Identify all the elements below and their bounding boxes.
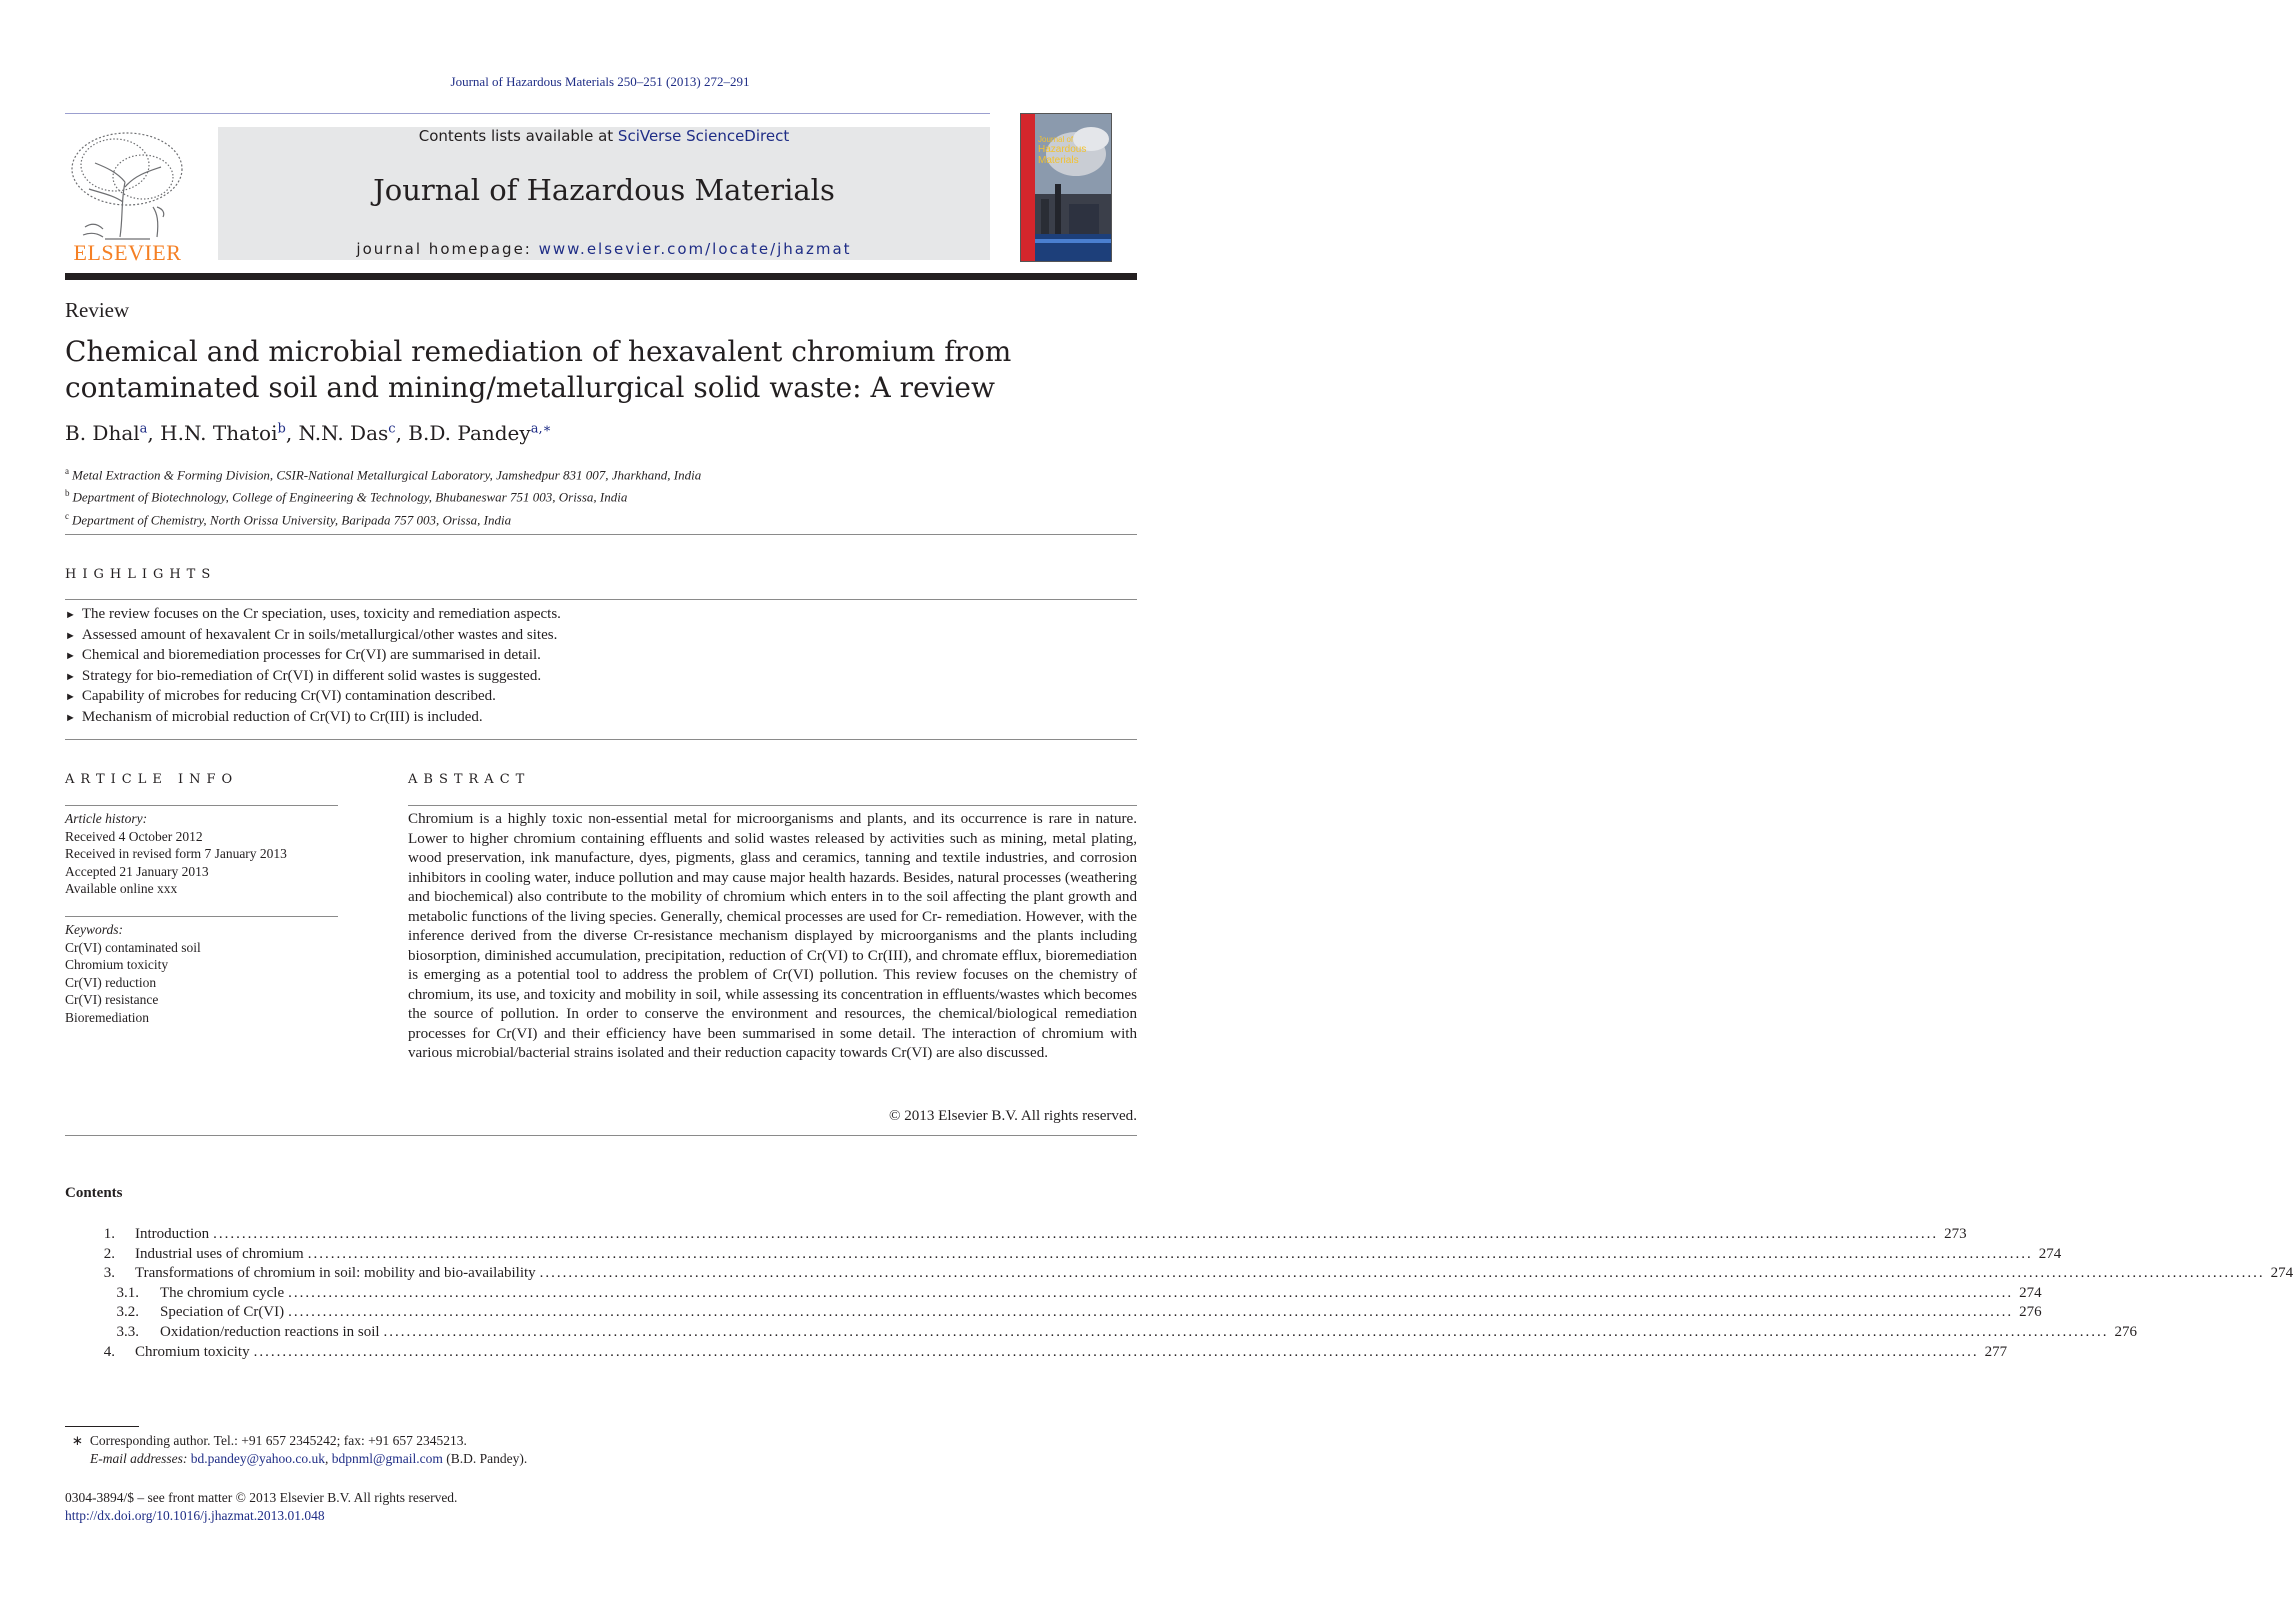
- keyword-item: Cr(VI) contaminated soil: [65, 939, 201, 955]
- article-info-rule: [65, 805, 338, 806]
- affiliation-text: Metal Extraction & Forming Division, CSIR-National Metallurgical Laboratory, Jamshedpur 831 007, Jharkhand, India: [72, 467, 702, 483]
- email-link[interactable]: bd.pandey@yahoo.co.uk: [190, 1451, 326, 1466]
- highlight-item: [65, 626, 561, 647]
- masthead-thick-rule: [65, 273, 1137, 280]
- triangle-bullet-icon: ►: [65, 691, 76, 704]
- affiliation-marker[interactable]: b: [277, 421, 286, 437]
- affiliation-sup: c: [65, 510, 69, 521]
- highlight-item: [65, 687, 561, 708]
- cover-title-line3: Materials: [1038, 155, 1079, 166]
- highlights-list: [65, 605, 561, 729]
- author-name[interactable]: H.N. Thatoi: [160, 421, 278, 445]
- journal-masthead: [218, 127, 990, 260]
- issn-line: 0304-3894/$ – see front matter © 2013 Elsevier B.V. All rights reserved.: [65, 1490, 458, 1505]
- toc-number: 2.: [103, 1245, 115, 1262]
- highlight-item: [65, 708, 561, 729]
- toc-entry[interactable]: [65, 1323, 2138, 1343]
- keywords-rule: [65, 916, 338, 917]
- triangle-bullet-icon: ►: [65, 711, 76, 724]
- history-item: Received 4 October 2012: [65, 828, 203, 844]
- doi-link[interactable]: http://dx.doi.org/10.1016/j.jhazmat.2013.01.048: [65, 1508, 325, 1523]
- toc-leader-dots: ............................................................................................................................................................................................................................................................................................................: [288, 1284, 2014, 1301]
- cover-title-line2: Hazardous: [1038, 144, 1087, 155]
- section-divider: [65, 739, 1137, 740]
- highlight-text: Capability of microbes for reducing Cr(VI) contamination described.: [81, 688, 496, 705]
- toc-number: 3.: [103, 1265, 115, 1282]
- affiliation-item: [65, 507, 701, 529]
- abstract-text: Chromium is a highly toxic non-essential metal for microorganisms and plants, and its occurrence is rare in nature. Lower to higher chromium containing effluents and solid wastes released by activities such as mining, metal plating, wood preservation, ink manufacture, dyes, pigments, glass and ceramics, tanning and textile industries, and corrosion inhibitors in cooling water, induce pollution and may cause major health hazards. Besides, natural processes (weathering and biochemical) also contribute to the mobility of chromium which enters in to the soil affecting the plant growth and metabolic functions of the living species. Generally, chemical processes are used for Cr- remediation. However, with the inference derived from the diverse Cr-resistance mechanism displayed by microorganisms and the plants including biosorption, diminished accumulation, precipitation, reduction of Cr(VI) to Cr(III), and chromate efflux, bioremediation is emerging as a potential tool to address the problem of Cr(VI) pollution. This review focuses on the chemistry of chromium, its use, and toxicity and mobility in soil, while assessing its concentration in effluents/wastes which becomes the source of pollution. In order to conserve the environment and resources, the chemical/biological remediation processes for Cr(VI) and their efficiency have been summarised in some detail. The interaction of chromium with various microbial/bacterial strains isolated and their reduction capacity towards Cr(VI) are also discussed.: [408, 811, 1137, 1061]
- toc-title[interactable]: Introduction: [135, 1226, 210, 1242]
- toc-title[interactable]: Speciation of Cr(VI): [160, 1304, 285, 1321]
- author-name[interactable]: B. Dhal: [65, 421, 140, 445]
- highlight-text: Chemical and bioremediation processes for Cr(VI) are summarised in detail.: [81, 647, 541, 664]
- toc-number: 3.2.: [116, 1304, 139, 1321]
- triangle-bullet-icon: ►: [65, 629, 76, 642]
- toc-number: 3.1.: [116, 1284, 139, 1301]
- article-info-heading: ARTICLE INFO: [65, 772, 239, 787]
- contents-availability: [218, 127, 990, 145]
- toc-title[interactable]: The chromium cycle: [160, 1284, 285, 1301]
- affiliation-item: [65, 462, 701, 484]
- footnote-rule: [65, 1426, 139, 1427]
- highlight-text: Mechanism of microbial reduction of Cr(VI) to Cr(III) is included.: [81, 708, 483, 725]
- abstract-copyright: © 2013 Elsevier B.V. All rights reserved.: [888, 1108, 1137, 1124]
- affiliation-marker[interactable]: a: [139, 421, 148, 437]
- journal-reference[interactable]: Journal of Hazardous Materials 250–251 (2013) 272–291: [450, 74, 750, 89]
- header-rule: [65, 113, 990, 114]
- toc-number: 1.: [103, 1226, 115, 1242]
- cover-title-line1: Journal of: [1038, 135, 1074, 144]
- journal-cover-thumbnail[interactable]: [1020, 113, 1112, 262]
- toc-title[interactable]: Oxidation/reduction reactions in soil: [160, 1323, 380, 1340]
- toc-leader-dots: ............................................................................................................................................................................................................................................................................................................: [383, 1323, 2109, 1340]
- toc-title[interactable]: Chromium toxicity: [135, 1343, 250, 1360]
- email-link[interactable]: bdpnml@gmail.com: [331, 1451, 443, 1466]
- affiliation-marker[interactable]: c: [388, 421, 396, 437]
- front-matter-block: [65, 1489, 457, 1525]
- toc-page[interactable]: 276: [2114, 1323, 2138, 1340]
- toc-leader-dots: ............................................................................................................................................................................................................................................................................................................: [213, 1226, 1939, 1242]
- affiliation-text: Department of Chemistry, North Orissa University, Baripada 757 003, Orissa, India: [72, 511, 512, 527]
- journal-name: Journal of Hazardous Materials: [373, 173, 835, 207]
- toc-title[interactable]: Industrial uses of chromium: [135, 1245, 304, 1262]
- toc-entry[interactable]: [65, 1284, 2042, 1304]
- toc-leader-dots: ............................................................................................................................................................................................................................................................................................................: [539, 1265, 2265, 1282]
- keyword-item: Cr(VI) resistance: [65, 992, 159, 1007]
- toc-page[interactable]: 274: [2038, 1245, 2062, 1262]
- email-suffix: (B.D. Pandey).: [446, 1451, 528, 1466]
- section-divider: [65, 534, 1137, 535]
- abstract-rule: [408, 805, 1137, 806]
- keyword-item: Chromium toxicity: [65, 957, 169, 972]
- footnote-marker: ∗: [71, 1433, 84, 1448]
- affiliation-sup: b: [65, 488, 70, 499]
- toc-entry[interactable]: [65, 1225, 1967, 1245]
- highlight-item: [65, 646, 561, 667]
- highlight-item: [65, 667, 561, 688]
- author-name[interactable]: N.N. Das: [298, 421, 389, 445]
- affiliation-sup: a: [65, 466, 69, 476]
- toc-page[interactable]: 277: [1984, 1343, 2008, 1360]
- toc-entry[interactable]: [65, 1264, 2293, 1284]
- corresponding-author-footnote: [65, 1432, 527, 1468]
- highlights-heading: HIGHLIGHTS: [65, 567, 217, 582]
- article-type: Review: [65, 298, 130, 322]
- homepage-prefix: journal homepage:: [356, 240, 539, 258]
- elsevier-wordmark[interactable]: ELSEVIER: [73, 240, 182, 265]
- triangle-bullet-icon: ►: [65, 650, 76, 663]
- article-history-label: Article history:: [65, 811, 148, 826]
- author-name[interactable]: B.D. Pandey: [408, 421, 531, 445]
- abstract-heading: ABSTRACT: [408, 772, 531, 787]
- history-item: Received in revised form 7 January 2013: [65, 846, 287, 861]
- toc-page[interactable]: 274: [2270, 1265, 2293, 1282]
- homepage-link[interactable]: www.elsevier.com/locate/jhazmat: [538, 240, 852, 258]
- footnote-line: [65, 1432, 527, 1450]
- toc-page[interactable]: 274: [2019, 1284, 2042, 1301]
- toc-leader-dots: ............................................................................................................................................................................................................................................................................................................: [288, 1304, 2014, 1321]
- highlight-text: Assessed amount of hexavalent Cr in soils/metallurgical/other wastes and sites.: [81, 626, 558, 643]
- toc-page[interactable]: 273: [1944, 1226, 1967, 1242]
- sciencedirect-link[interactable]: SciVerse ScienceDirect: [617, 127, 790, 145]
- article-title: Chemical and microbial remediation of hexavalent chromium from contaminated soil and mining/metallurgical solid waste: A review: [65, 335, 1012, 404]
- triangle-bullet-icon: ►: [65, 609, 76, 621]
- highlight-item: [65, 605, 561, 626]
- toc-entry[interactable]: [65, 1343, 2008, 1363]
- author-list: B. Dhal$^a$, H.N. Thatoi$^b$, N.N. Das$^c$, B.D. Pandey$^{a,∗}$: [65, 421, 552, 445]
- email-label: E-mail addresses:: [90, 1451, 188, 1466]
- history-item: Accepted 21 January 2013: [65, 863, 209, 879]
- toc-number: 4.: [103, 1343, 115, 1360]
- affiliation-list: [65, 462, 701, 529]
- toc-page[interactable]: 276: [2019, 1304, 2042, 1321]
- toc-leader-dots: ............................................................................................................................................................................................................................................................................................................: [253, 1343, 1979, 1360]
- highlight-text: Strategy for bio-remediation of Cr(VI) in different solid wastes is suggested.: [81, 667, 542, 684]
- corresponding-author-text: Corresponding author. Tel.: +91 657 2345242; fax: +91 657 2345213.: [89, 1433, 467, 1448]
- article-history: [65, 810, 338, 898]
- table-of-contents: [65, 1225, 2293, 1362]
- affiliation-text: Department of Biotechnology, College of Engineering & Technology, Bhubaneswar 751 003, Orissa, India: [72, 489, 628, 505]
- affiliation-marker[interactable]: a,∗: [530, 421, 552, 437]
- keywords-label: Keywords:: [65, 922, 123, 937]
- toc-entry[interactable]: [65, 1245, 2062, 1265]
- keyword-item: Bioremediation: [65, 1009, 149, 1025]
- affiliation-item: [65, 484, 701, 506]
- history-item: Available online xxx: [65, 881, 178, 896]
- email-line: E-mail addresses: bd.pandey@yahoo.co.uk, bdpnml@gmail.com (B.D. Pandey).: [90, 1451, 528, 1466]
- keywords-block: [65, 921, 338, 1026]
- section-divider: [65, 1135, 1137, 1136]
- journal-homepage: [218, 240, 990, 258]
- toc-title[interactable]: Transformations of chromium in soil: mobility and bio-availability: [135, 1265, 536, 1282]
- contents-heading: Contents: [65, 1185, 123, 1201]
- toc-number: 3.3.: [116, 1323, 139, 1340]
- toc-entry[interactable]: [65, 1303, 2042, 1323]
- highlights-rule: [65, 599, 1137, 600]
- triangle-bullet-icon: ►: [65, 670, 76, 683]
- toc-leader-dots: ............................................................................................................................................................................................................................................................................................................: [307, 1245, 2033, 1262]
- contents-prefix: Contents lists available at: [418, 127, 618, 145]
- keyword-item: Cr(VI) reduction: [65, 974, 157, 990]
- highlight-text: The review focuses on the Cr speciation, uses, toxicity and remediation aspects.: [81, 606, 561, 622]
